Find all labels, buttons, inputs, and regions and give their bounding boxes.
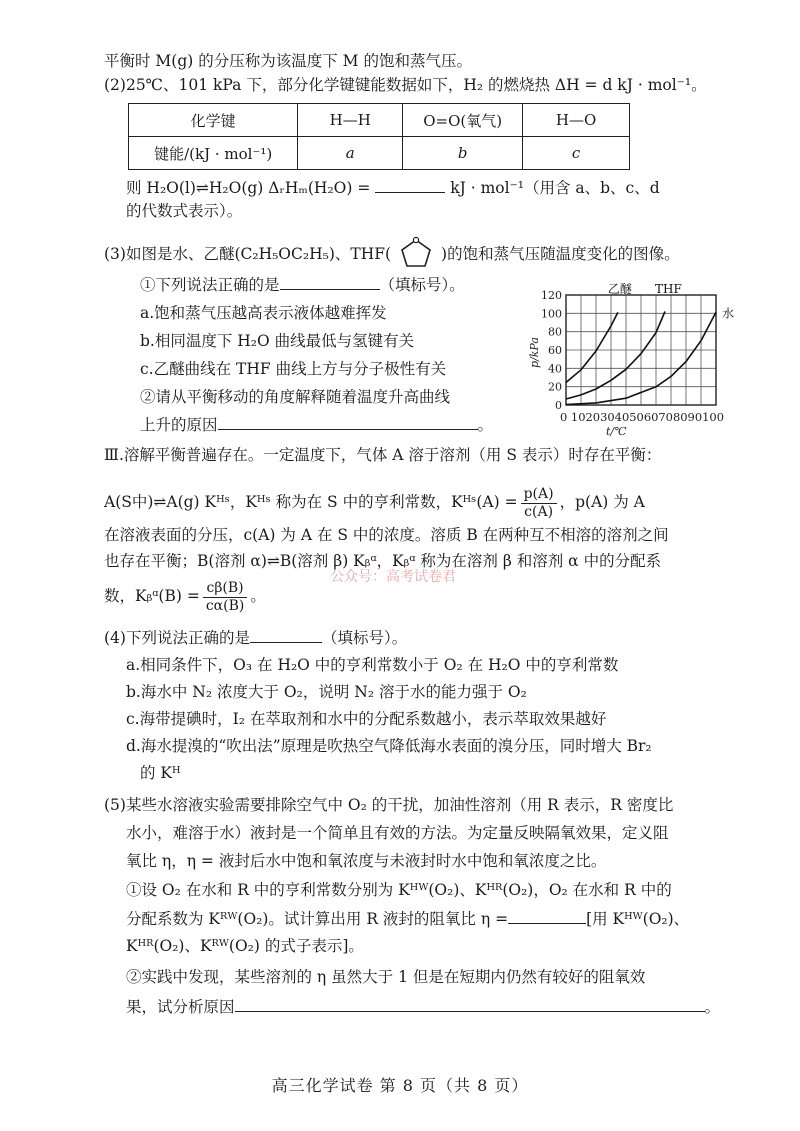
text-line: ②实践中发现，某些溶剂的 η 虽然大于 1 但是在短期内仍然有较好的阻氧效 — [126, 968, 646, 986]
answer-blank[interactable] — [508, 907, 586, 924]
text-line: ②请从平衡移动的角度解释随着温度升高曲线 — [140, 388, 451, 406]
table-cell: c — [523, 137, 630, 170]
table-header-cell: H—H — [298, 104, 403, 137]
question-2-stem: (2)25℃、101 kPa 下，部分化学键键能数据如下，H₂ 的燃烧热 ΔH = d kJ · mol⁻¹。 — [104, 76, 707, 94]
text-line: 的代数式表示）。 — [126, 202, 243, 220]
text-line — [104, 482, 645, 522]
option-b: b.海水中 N₂ 浓度大于 O₂，说明 N₂ 溶于水的能力强于 O₂ — [126, 683, 527, 701]
series-label: THF — [655, 283, 682, 296]
table-row — [129, 137, 630, 170]
text-line: 氧比 η，η = 液封后水中饱和氧浓度与未液封时水中饱和氧浓度之比。 — [126, 852, 607, 870]
text-fragment: ，p(A) 为 A — [559, 493, 645, 511]
y-tick-label: 40 — [548, 362, 562, 376]
text-line — [126, 907, 689, 930]
y-tick-label: 20 — [548, 380, 562, 394]
text-fragment: [用 Kᴴᵂ(O₂)、 — [586, 910, 690, 928]
series-line-乙醚 — [566, 312, 618, 382]
text-fragment: （填标号）。 — [321, 629, 408, 647]
text-fragment: ①下列说法正确的是 — [140, 276, 280, 294]
y-axis-label: p/kPa — [528, 337, 541, 368]
question-5-stem: (5)某些水溶液实验需要排除空气中 O₂ 的干扰，加油性溶剂（用 R 表示，R 密度比 — [104, 796, 674, 814]
text-line — [140, 273, 465, 296]
text-line — [104, 576, 266, 616]
option-a: a.饱和蒸气压越高表示液体越难挥发 — [140, 304, 387, 322]
text-line — [126, 176, 660, 199]
y-tick-label: 80 — [548, 325, 562, 339]
series-label: 乙醚 — [607, 283, 632, 296]
series-label: 水 — [722, 306, 735, 321]
text-line: 在溶液表面的分压，c(A) 为 A 在 S 中的浓度。溶质 B 在两种互不相溶的溶剂之间 — [104, 526, 669, 544]
text-line: 水小，难溶于水）液封是一个简单且有效的方法。为定量反映隔氧效果，定义阻 — [126, 824, 669, 842]
y-tick-label: 0 — [555, 399, 562, 412]
text-fragment: 上升的原因 — [140, 416, 218, 434]
answer-blank[interactable] — [375, 176, 445, 193]
y-tick-label: 120 — [541, 289, 562, 302]
text-fragment: 果，试分析原因 — [126, 998, 235, 1016]
text-line: 也存在平衡；B(溶剂 α)⇌B(溶剂 β) Kᵦᵅ，Kᵦᵅ 称为在溶剂 β 和溶剂 α 中的分配系 — [104, 552, 662, 570]
x-axis-label: t/℃ — [606, 425, 627, 438]
table-cell: a — [298, 137, 403, 170]
text-fragment: 则 H₂O(l)⇌H₂O(g) ΔᵣHₘ(H₂O) = — [126, 179, 376, 197]
answer-blank[interactable] — [280, 273, 380, 290]
text-line: Kᴴᴿ(O₂)、Kᴿᵂ(O₂) 的式子表示]。 — [126, 937, 364, 955]
fraction-denominator: cα(B) — [205, 597, 245, 614]
y-tick-label: 100 — [541, 307, 562, 321]
option-c: c.乙醚曲线在 THF 曲线上方与分子极性有关 — [140, 360, 447, 378]
partition-fraction — [203, 580, 248, 615]
y-tick-label: 60 — [548, 344, 562, 357]
answer-blank[interactable] — [235, 995, 705, 1012]
bond-energy-table — [128, 103, 630, 170]
answer-blank[interactable] — [218, 413, 478, 430]
henry-fraction — [521, 486, 557, 521]
table-header-cell: H—O — [523, 104, 630, 137]
text-fragment: （填标号）。 — [379, 276, 465, 294]
option-b: b.相同温度下 H₂O 曲线最低与氢键有关 — [140, 332, 415, 350]
answer-blank[interactable] — [250, 626, 322, 643]
x-tick-labels: 0 102030405060708090100 — [560, 411, 724, 424]
text-line: 平衡时 M(g) 的分压称为该温度下 M 的饱和蒸气压。 — [104, 52, 472, 70]
text-fragment: (3)如图是水、乙醚(C₂H₅OC₂H₅)、THF( — [104, 245, 392, 263]
text-fragment: 数，Kᵦᵅ(B) = — [104, 587, 200, 605]
table-cell: b — [403, 137, 523, 170]
text-fragment: 。 — [704, 998, 721, 1016]
text-fragment: 分配系数为 Kᴿᵂ(O₂)。试计算出用 R 液封的阻氧比 η = — [126, 910, 509, 928]
table-header-cell: O=O(氧气) — [403, 104, 523, 137]
option-d: d.海水提溴的“吹出法”原理是吹热空气降低海水表面的溴分压，同时增大 Br₂ — [126, 737, 652, 755]
table-header-row — [129, 104, 630, 137]
watermark: 公众号：高考试卷君 — [330, 569, 456, 585]
option-a: a.相同条件下，O₃ 在 H₂O 中的亨利常数小于 O₂ 在 H₂O 中的亨利常数 — [126, 656, 619, 674]
table-cell: 键能/(kJ · mol⁻¹) — [129, 137, 298, 170]
vapor-pressure-chart — [518, 283, 780, 443]
page-footer: 高三化学试卷 第 8 页（共 8 页） — [271, 1076, 529, 1095]
thf-structure-icon — [391, 236, 441, 270]
text-fragment: )的饱和蒸气压随温度变化的图像。 — [441, 245, 680, 263]
text-fragment: (4)下列说法正确的是 — [104, 629, 250, 647]
fraction-numerator: cβ(B) — [203, 580, 248, 598]
text-fragment: A(S中)⇌A(g) Kᴴˢ，Kᴴˢ 称为在 S 中的亨利常数，Kᴴˢ(A) = — [104, 493, 518, 511]
question-4-stem — [104, 626, 407, 649]
text-line — [126, 995, 720, 1018]
table-header-cell: 化学键 — [129, 104, 298, 137]
option-c: c.海带提碘时，I₂ 在萃取剂和水中的分配系数越小，表示萃取效果越好 — [126, 710, 607, 728]
text-fragment: kJ · mol⁻¹（用含 a、b、c、d — [445, 179, 660, 197]
text-line — [140, 413, 493, 436]
section-3-intro: Ⅲ.溶解平衡普遍存在。一定温度下，气体 A 溶于溶剂（用 S 表示）时存在平衡： — [104, 446, 662, 464]
fraction-numerator: p(A) — [521, 486, 557, 504]
text-line: ①设 O₂ 在水和 R 中的亨利常数分别为 Kᴴᵂ(O₂)、Kᴴᴿ(O₂)，O₂ 在水和 R 中的 — [126, 881, 672, 899]
text-fragment: 。 — [477, 416, 494, 434]
text-fragment: 。 — [250, 587, 266, 605]
fraction-denominator: c(A) — [524, 503, 554, 520]
question-3-stem — [104, 238, 680, 272]
text-line: 的 Kᴴ — [140, 764, 181, 782]
